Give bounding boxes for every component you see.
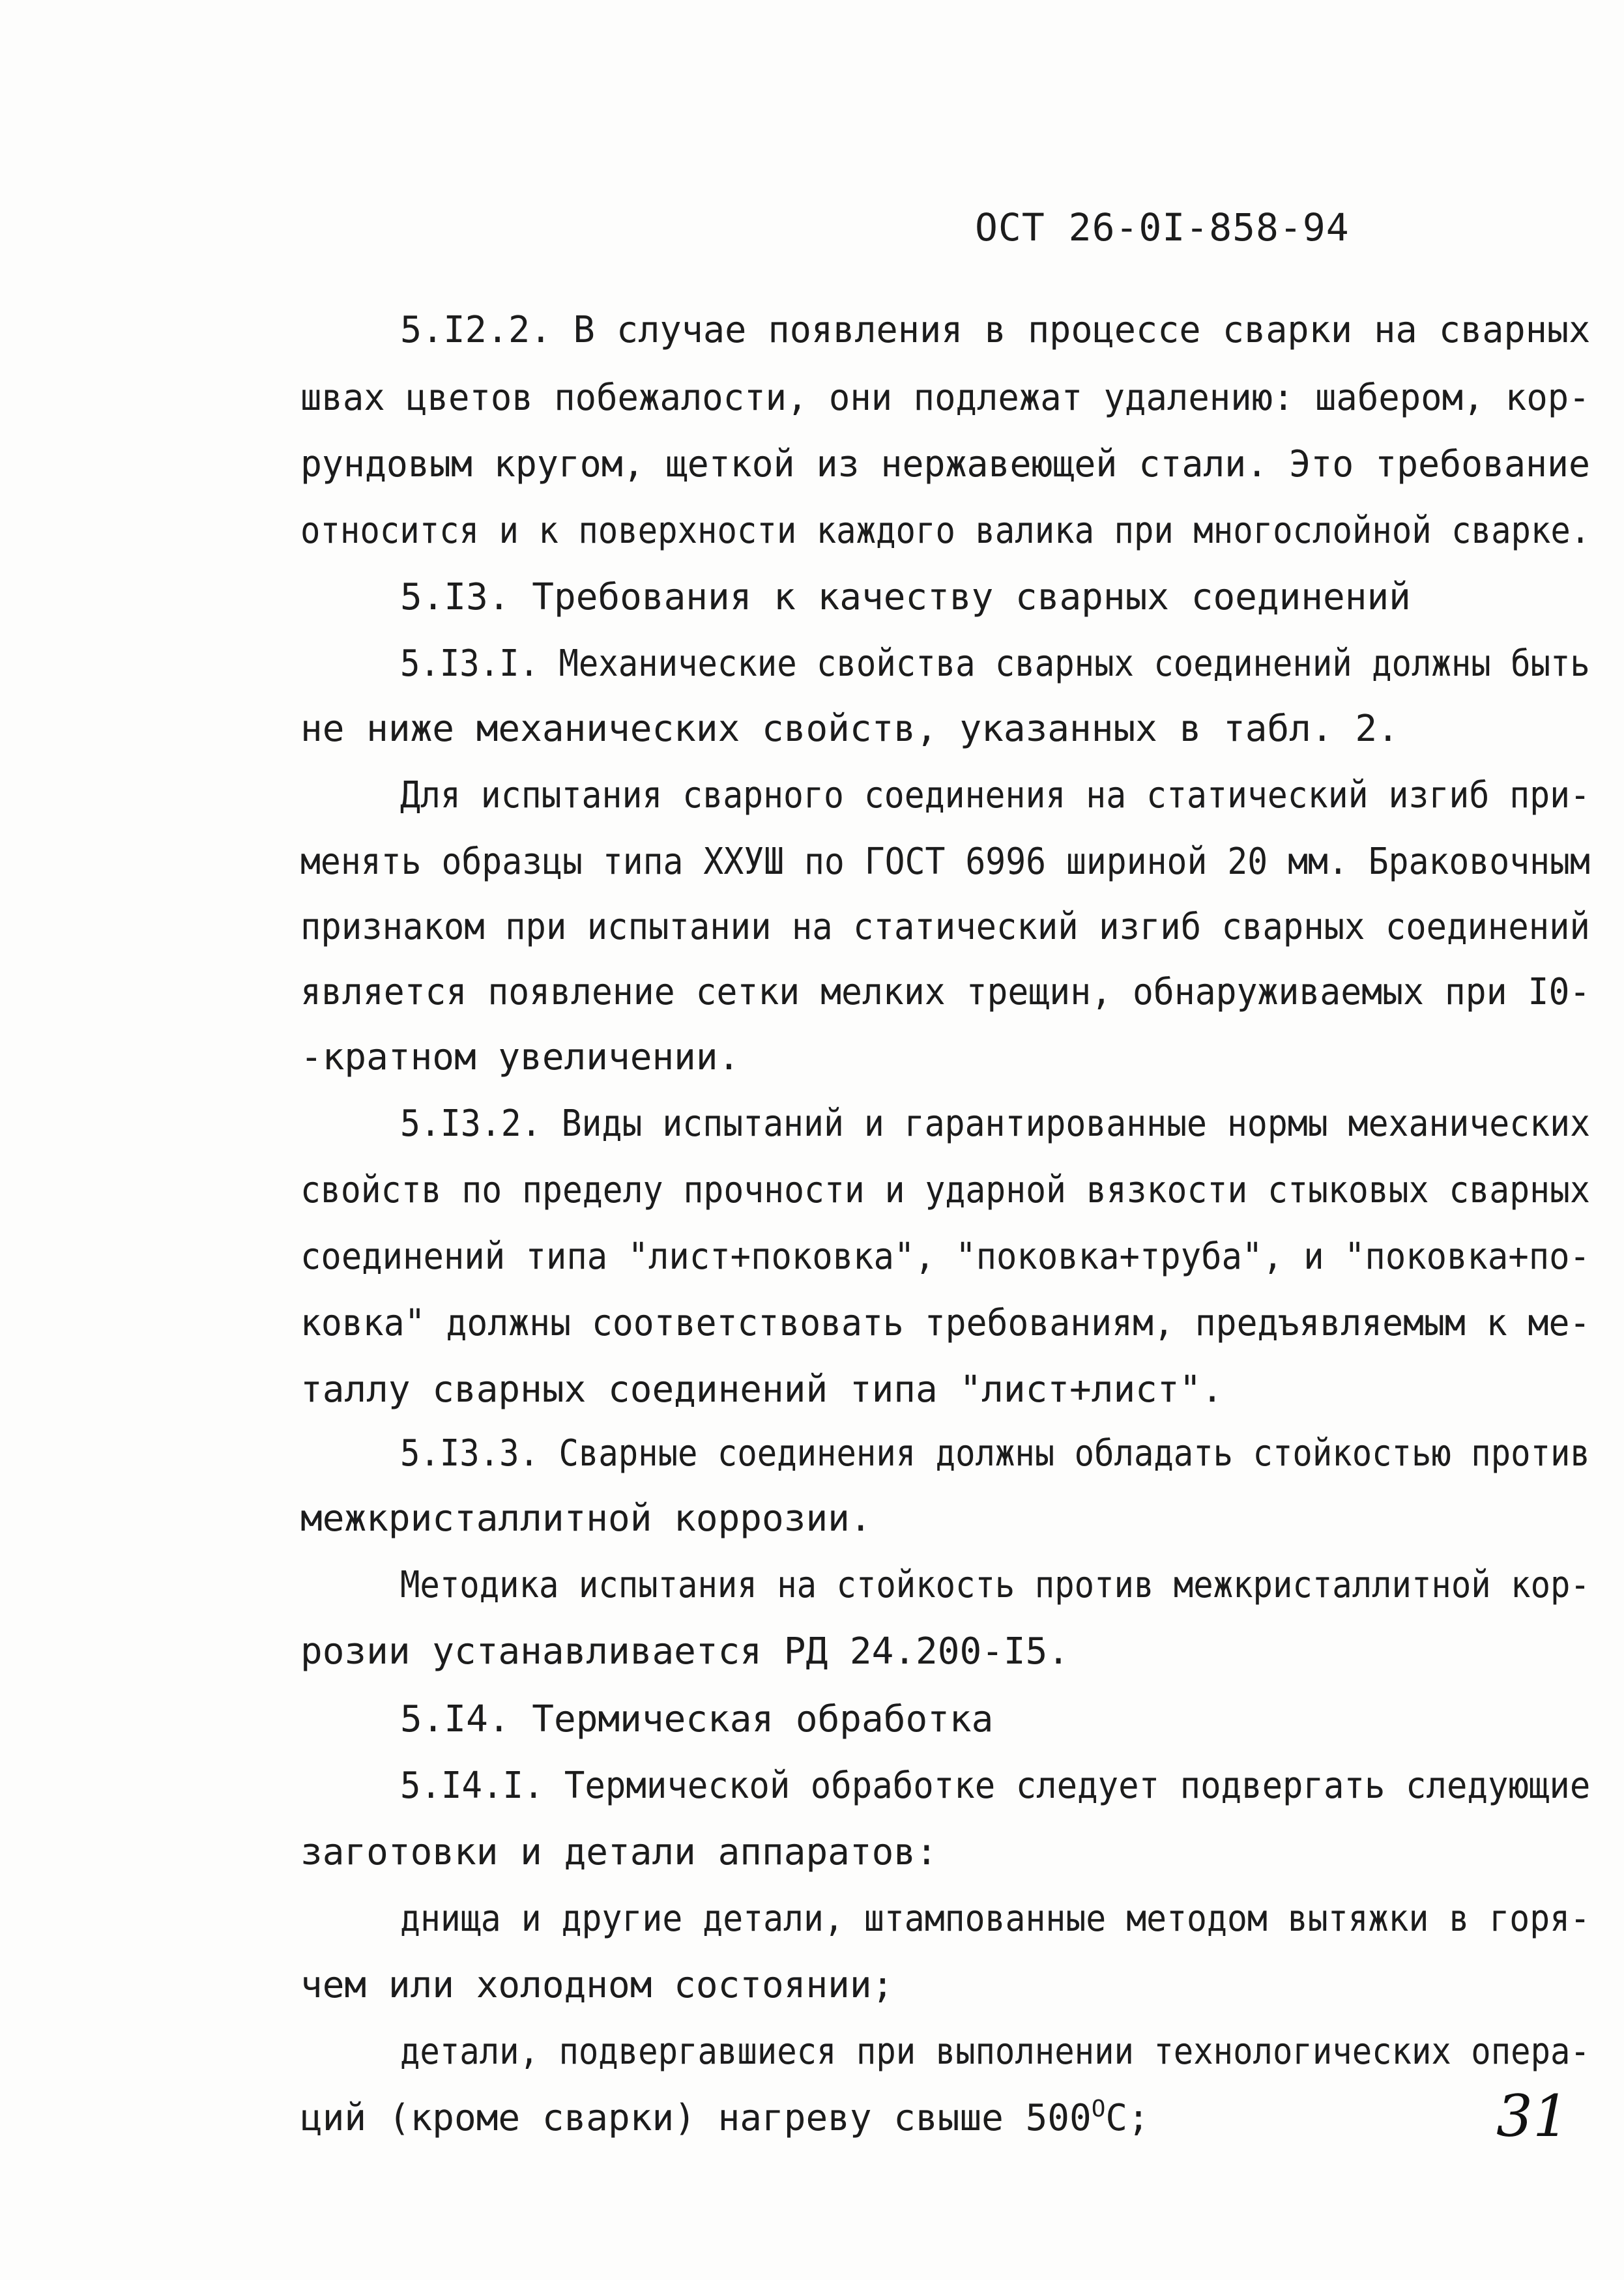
text-line: соединений типа "лист+поковка", "поковка+труба", и "поковка+по- [300,1235,1590,1278]
text-line: Для испытания сварного соединения на статический изгиб при- [400,774,1591,816]
document-code-header: ОСТ 26-0I-858-94 [975,205,1350,250]
section-heading: 5.I4. Термическая обработка [400,1698,994,1740]
text-line: менять образцы типа XXУШ по ГОСТ 6996 шириной 20 мм. Браковочным [300,841,1590,883]
text-line: розии устанавливается РД 24.200-I5. [300,1630,1070,1673]
text-line: 5.I3.3. Сварные соединения должны обладать стойкостью против [400,1432,1590,1475]
section-heading: 5.I3. Требования к качеству сварных соединений [400,576,1411,618]
text-line: является появление сетки мелких трещин, обнаруживаемых при I0- [300,971,1591,1013]
text-fragment: ций (кроме сварки) нагреву свыше 500 [300,2097,1092,2139]
text-line: 5.I3.2. Виды испытаний и гарантированные нормы механических [400,1103,1591,1145]
text-line: 5.I4.I. Термической обработке следует подвергать следующие [400,1765,1591,1807]
text-line: межкристаллитной коррозии. [300,1497,872,1540]
text-line: свойств по пределу прочности и ударной вязкости стыковых сварных [300,1169,1590,1211]
text-line: относится и к поверхности каждого валика при многослойной сварке. [300,510,1591,552]
text-line: рундовым кругом, щеткой из нержавеющей стали. Это требование [300,443,1590,485]
text-line: заготовки и детали аппаратов: [300,1831,938,1873]
text-line: Методика испытания на стойкость против межкристаллитной кор- [400,1564,1590,1606]
degree-superscript: О [1091,2096,1106,2122]
text-line: таллу сварных соединений типа "лист+лист". [300,1368,1224,1411]
text-line: -кратном увеличении. [300,1036,740,1078]
text-line: швах цветов побежалости, они подлежат удалению: шабером, кор- [300,377,1590,419]
text-fragment: С; [1105,2097,1150,2139]
text-line: 5.I2.2. В случае появления в процессе сварки на сварных [400,309,1591,351]
text-line [300,2096,1150,2139]
text-line: детали, подвергавшиеся при выполнении технологических опера- [400,2030,1590,2073]
text-line: днища и другие детали, штампованные методом вытяжки в горя- [400,1898,1591,1940]
text-line: не ниже механических свойств, указанных в табл. 2. [300,708,1399,750]
page-number: 31 [1496,2083,1569,2150]
text-line: чем или холодном состоянии; [300,1964,894,2006]
text-line: ковка" должны соответствовать требованиям, предъявляемым к ме- [300,1302,1591,1344]
text-line: 5.I3.I. Механические свойства сварных соединений должны быть [400,642,1590,685]
text-line: признаком при испытании на статический изгиб сварных соединений [300,906,1590,948]
